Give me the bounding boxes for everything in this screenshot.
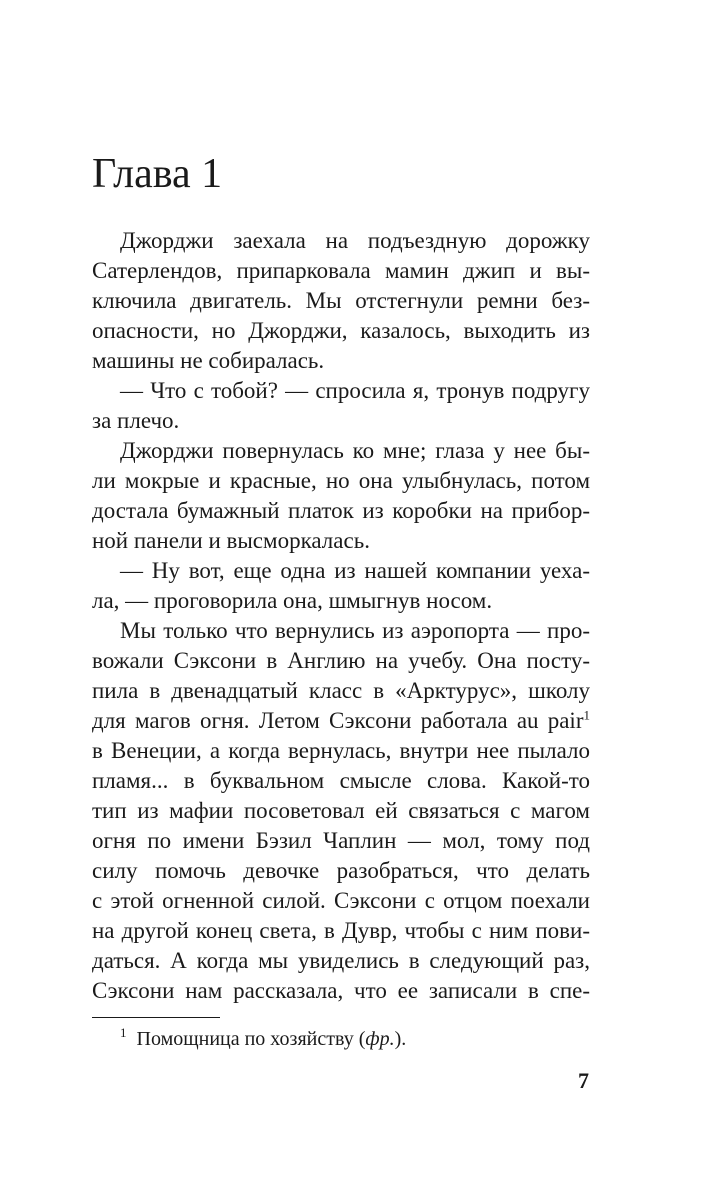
text-line: на другой конец света, в Дувр, чтобы с ним пови- <box>92 918 590 943</box>
footnote <box>120 1025 406 1053</box>
text-line: Мы только что вернулись из аэропорта — про- <box>120 618 590 643</box>
chapter-title: Глава 1 <box>92 151 223 197</box>
text-line: вожали Сэксони в Англию на учебу. Она посту- <box>92 648 590 673</box>
text-line: Джорджи заехала на подъездную дорожку <box>120 228 590 253</box>
text-line: ключила двигатель. Мы отстегнули ремни без- <box>92 288 590 313</box>
footnote-marker: 1 <box>583 707 590 723</box>
text-line: — Ну вот, еще одна из нашей компании уеха- <box>120 558 590 583</box>
text-line <box>92 706 590 736</box>
text-line: тип из мафии посоветовал ей связаться с магом <box>92 798 590 823</box>
text-line: Сэксони нам рассказала, что ее записали в спе- <box>92 978 590 1003</box>
text-line: пламя... в буквальном смысле слова. Какой-то <box>92 768 590 793</box>
text-line: ла, — проговорила она, шмыгнув носом. <box>92 588 493 613</box>
text-line: даться. А когда мы увиделись в следующий раз, <box>92 948 590 973</box>
text-line-content: для магов огня. Летом Сэксони работала au pair <box>92 708 584 733</box>
text-line: за плечо. <box>92 408 180 433</box>
text-line: ной панели и высморкалась. <box>92 528 370 553</box>
text-line: огня по имени Бэзил Чаплин — мол, тому под <box>92 828 590 853</box>
text-line: силу помочь девочке разобраться, что делать <box>92 858 590 883</box>
text-line: Сатерлендов, припарковала мамин джип и вы- <box>92 258 590 283</box>
footnote-close: ). <box>394 1028 407 1050</box>
text-line: машины не собиралась. <box>92 348 325 373</box>
footnote-abbreviation: фр. <box>365 1028 395 1050</box>
text-line: ли мокрые и красные, но она улыбнулась, потом <box>92 468 590 493</box>
text-line: в Венеции, а когда вернулась, внутри нее пылало <box>92 738 590 763</box>
text-line: Джорджи повернулась ко мне; глаза у нее бы- <box>120 438 590 463</box>
text-line: опасности, но Джорджи, казалось, выходить из <box>92 318 590 343</box>
footnote-text: Помощница по хозяйству ( <box>136 1028 366 1050</box>
text-line: с этой огненной силой. Сэксони с отцом поехали <box>92 888 590 913</box>
page-number: 7 <box>578 1068 589 1093</box>
text-line: — Что с тобой? — спросила я, тронув подругу <box>120 378 590 403</box>
text-line: достала бумажный платок из коробки на прибор- <box>92 498 590 523</box>
footnote-number: 1 <box>120 1025 127 1041</box>
footnote-divider <box>92 1017 220 1018</box>
text-line: пила в двенадцатый класс в «Арктурус», школу <box>92 678 590 703</box>
